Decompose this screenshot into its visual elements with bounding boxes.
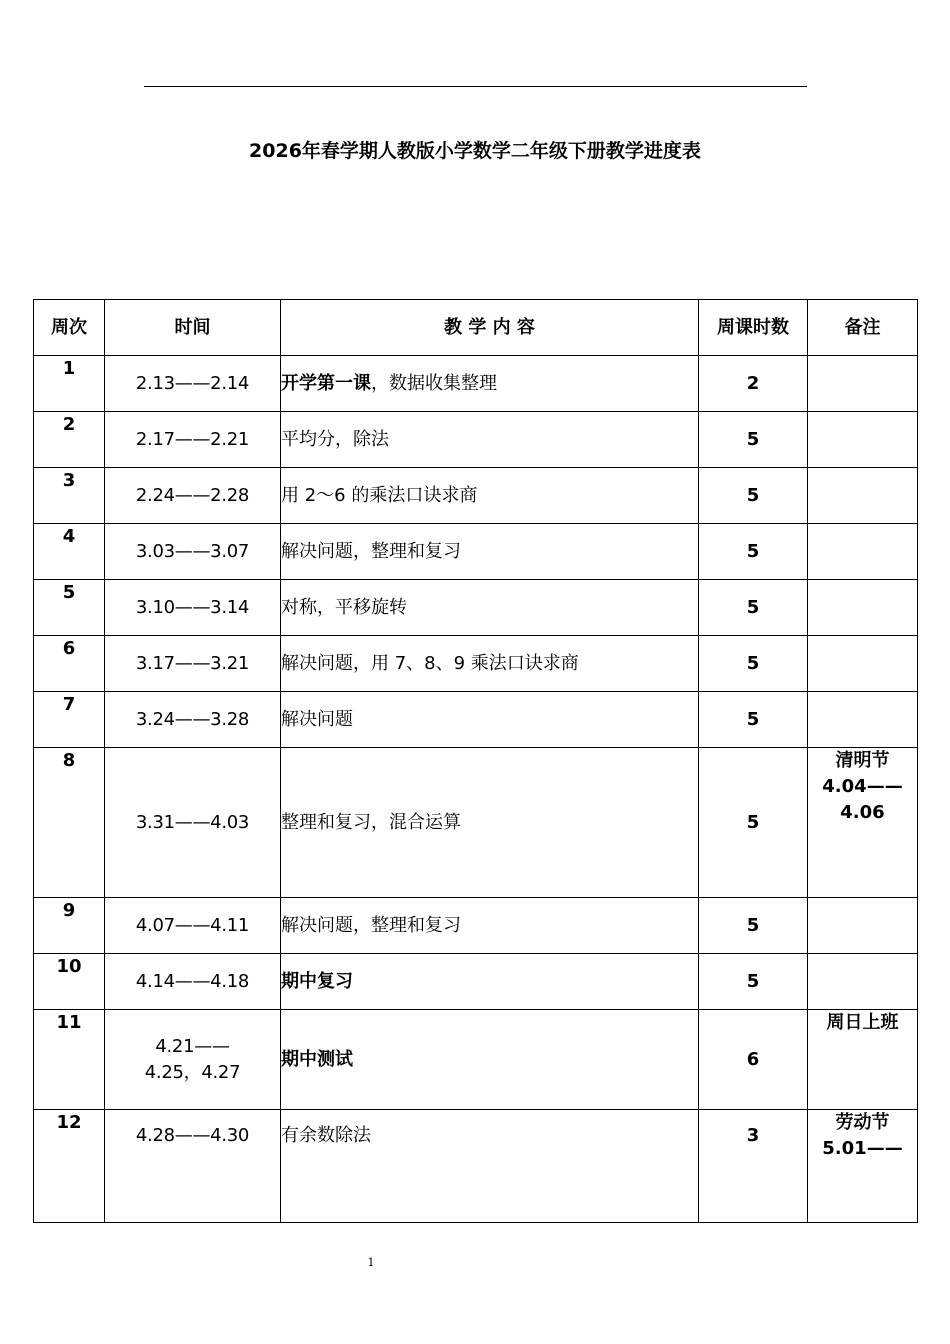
hours-cell: 5 xyxy=(699,692,808,748)
note-cell xyxy=(808,580,918,636)
note-line: 清明节 xyxy=(835,750,890,771)
table-row xyxy=(34,692,918,748)
note-cell xyxy=(808,356,918,412)
date-line: 4.21—— xyxy=(155,1035,230,1057)
note-cell xyxy=(808,1110,918,1223)
note-cell: 周日上班 xyxy=(808,1010,918,1110)
content-text: ，数据收集整理 xyxy=(371,372,497,394)
table-row xyxy=(34,412,918,468)
note-line: 4.06 xyxy=(840,802,885,823)
content-bold-text: 开学第一课 xyxy=(281,372,371,394)
week-cell: 1 xyxy=(34,356,105,412)
content-cell: 解决问题 xyxy=(281,692,699,748)
note-cell xyxy=(808,412,918,468)
note-cell xyxy=(808,636,918,692)
content-cell: 整理和复习，混合运算 xyxy=(281,748,699,898)
hours-cell: 3 xyxy=(699,1110,808,1223)
table-row xyxy=(34,636,918,692)
hours-cell: 5 xyxy=(699,468,808,524)
table-row xyxy=(34,580,918,636)
hours-cell: 2 xyxy=(699,356,808,412)
table-row xyxy=(34,468,918,524)
header-content: 教 学 内 容 xyxy=(281,300,699,356)
note-cell xyxy=(808,954,918,1010)
date-cell: 3.24——3.28 xyxy=(105,692,281,748)
hours-cell: 5 xyxy=(699,580,808,636)
table-row xyxy=(34,1010,918,1110)
table-row xyxy=(34,954,918,1010)
content-cell: 期中测试 xyxy=(281,1010,699,1110)
hours-cell: 5 xyxy=(699,954,808,1010)
week-cell: 3 xyxy=(34,468,105,524)
content-cell: 对称，平移旋转 xyxy=(281,580,699,636)
date-cell: 4.28——4.30 xyxy=(105,1110,281,1223)
table-row xyxy=(34,1110,918,1223)
hours-cell: 6 xyxy=(699,1010,808,1110)
table-row xyxy=(34,524,918,580)
date-cell: 3.10——3.14 xyxy=(105,580,281,636)
note-cell xyxy=(808,898,918,954)
date-cell xyxy=(105,1010,281,1110)
content-cell: 有余数除法 xyxy=(281,1110,699,1223)
content-cell: 平均分，除法 xyxy=(281,412,699,468)
content-cell xyxy=(281,356,699,412)
date-cell: 2.24——2.28 xyxy=(105,468,281,524)
header-rule xyxy=(144,86,807,87)
table-row xyxy=(34,898,918,954)
week-cell: 5 xyxy=(34,580,105,636)
date-cell: 4.14——4.18 xyxy=(105,954,281,1010)
table-row xyxy=(34,748,918,898)
hours-cell: 5 xyxy=(699,412,808,468)
week-cell: 9 xyxy=(34,898,105,954)
note-line: 5.01—— xyxy=(822,1138,903,1159)
note-cell xyxy=(808,692,918,748)
content-cell: 解决问题，整理和复习 xyxy=(281,524,699,580)
date-cell: 3.31——4.03 xyxy=(105,748,281,898)
note-cell xyxy=(808,748,918,898)
week-cell: 4 xyxy=(34,524,105,580)
content-cell: 期中复习 xyxy=(281,954,699,1010)
content-cell: 解决问题，整理和复习 xyxy=(281,898,699,954)
note-line: 4.04—— xyxy=(822,776,903,797)
hours-cell: 5 xyxy=(699,524,808,580)
content-cell: 解决问题，用 7、8、9 乘法口诀求商 xyxy=(281,636,699,692)
content-cell: 用 2～6 的乘法口诀求商 xyxy=(281,468,699,524)
week-cell: 2 xyxy=(34,412,105,468)
header-hours: 周课时数 xyxy=(699,300,808,356)
table-row xyxy=(34,356,918,412)
document-title: 2026年春学期人教版小学数学二年级下册教学进度表 xyxy=(249,140,701,162)
header-week: 周次 xyxy=(34,300,105,356)
date-cell: 3.03——3.07 xyxy=(105,524,281,580)
week-cell: 11 xyxy=(34,1010,105,1110)
hours-cell: 5 xyxy=(699,636,808,692)
week-cell: 6 xyxy=(34,636,105,692)
week-cell: 12 xyxy=(34,1110,105,1223)
note-cell xyxy=(808,468,918,524)
note-cell xyxy=(808,524,918,580)
date-cell: 2.13——2.14 xyxy=(105,356,281,412)
date-cell: 3.17——3.21 xyxy=(105,636,281,692)
hours-cell: 5 xyxy=(699,898,808,954)
header-time: 时间 xyxy=(105,300,281,356)
week-cell: 7 xyxy=(34,692,105,748)
header-note: 备注 xyxy=(808,300,918,356)
date-cell: 4.07——4.11 xyxy=(105,898,281,954)
table-header-row xyxy=(34,300,918,356)
week-cell: 8 xyxy=(34,748,105,898)
schedule-table xyxy=(33,299,918,1223)
hours-cell: 5 xyxy=(699,748,808,898)
note-line: 劳动节 xyxy=(835,1112,890,1133)
week-cell: 10 xyxy=(34,954,105,1010)
date-line: 4.25，4.27 xyxy=(144,1061,241,1083)
page-number: 1 xyxy=(367,1256,375,1269)
date-cell: 2.17——2.21 xyxy=(105,412,281,468)
